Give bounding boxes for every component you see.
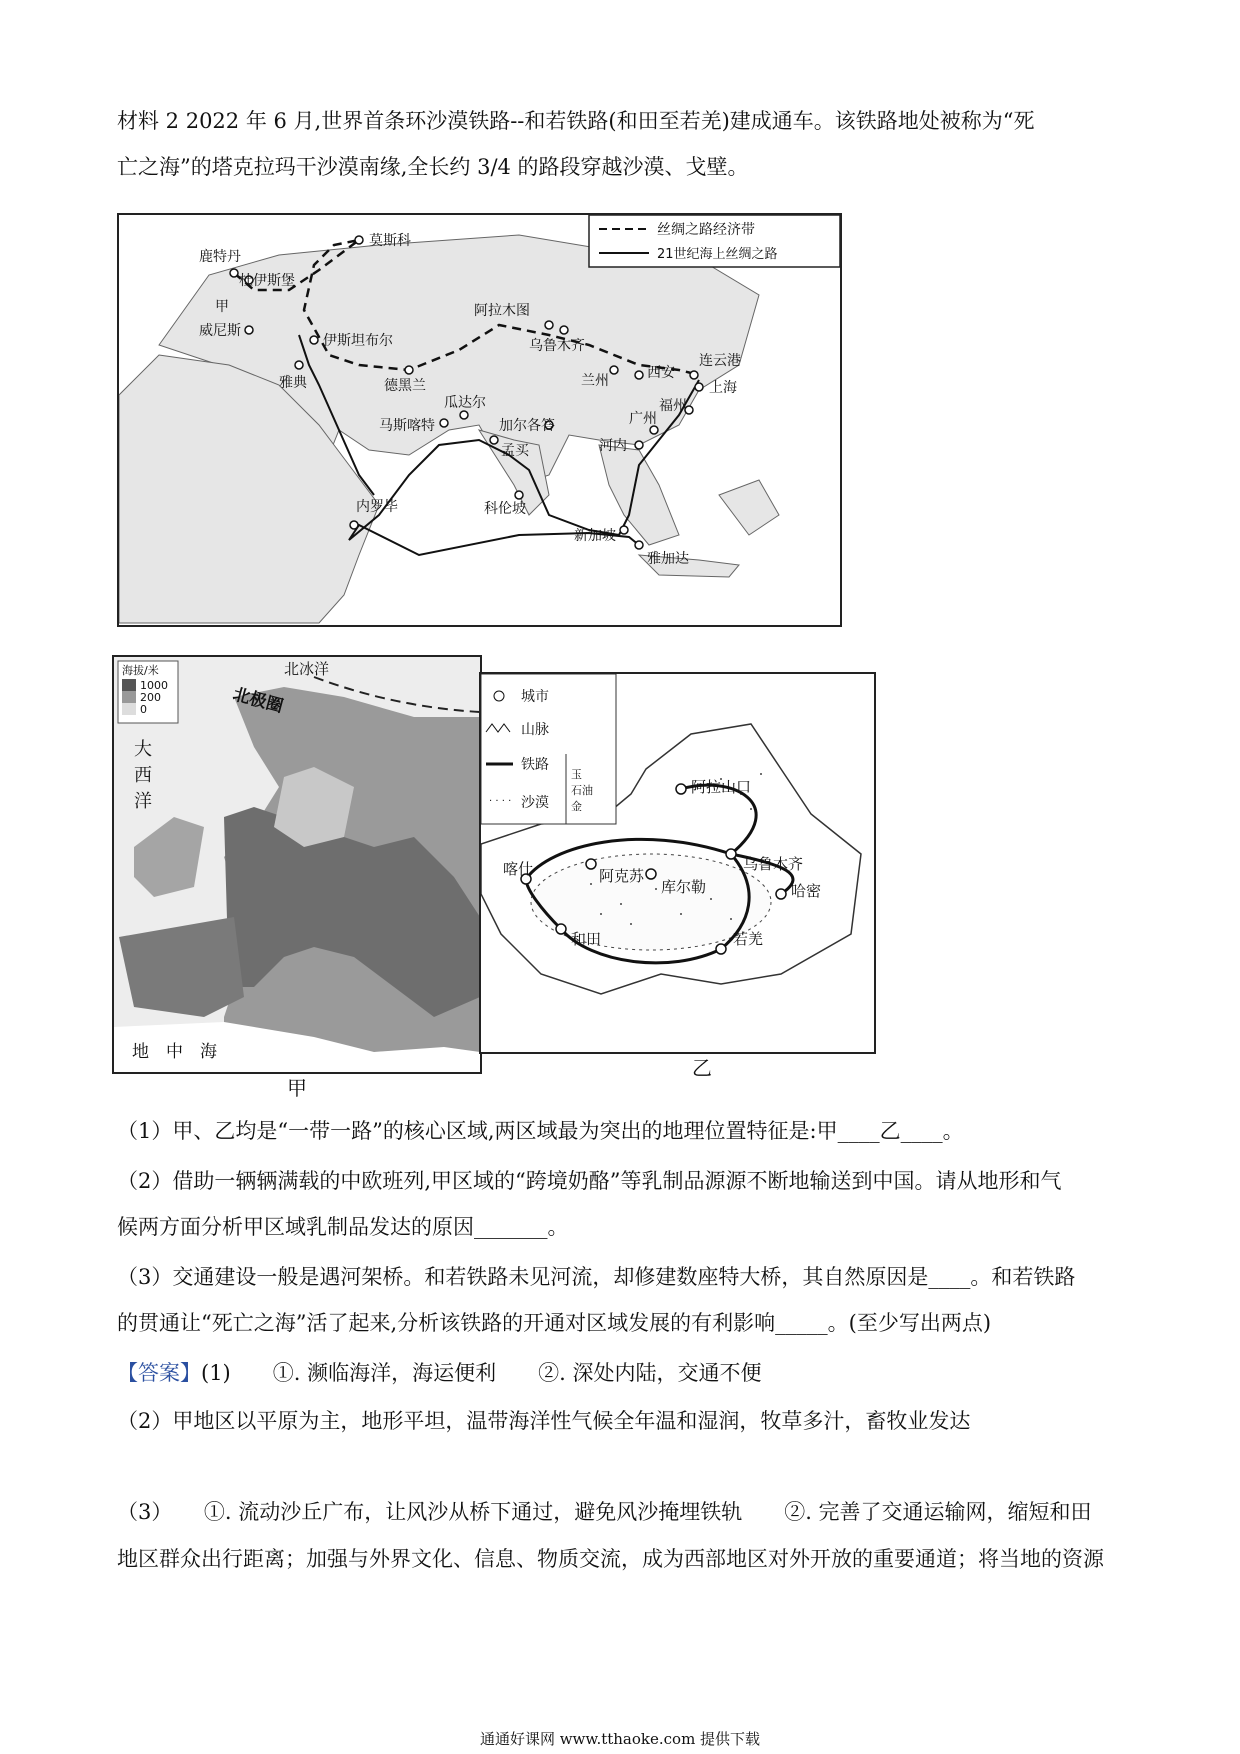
city-athens: 雅典 (279, 375, 307, 391)
city-shanghai: 上海 (709, 380, 737, 396)
city-almaty: 阿拉木图 (474, 303, 530, 319)
material-line-1: 材料 2 2022 年 6 月,世界首条环沙漠铁路--和若铁路(和田至若羌)建成通车。该铁路地处被称为“死 (117, 109, 1035, 133)
label-atlantic-1: 大 (134, 739, 152, 760)
svg-text:· · · ·: · · · · (489, 796, 512, 807)
label-atlantic-3: 洋 (134, 791, 152, 812)
question-2-line-2: 候两方面分析甲区域乳制品发达的原因_______。 (117, 1215, 569, 1239)
material-line-2: 亡之海”的塔克拉玛干沙漠南缘,全长约 3/4 的路段穿越沙漠、戈壁。 (117, 155, 749, 179)
legend-rail: 铁路 (521, 757, 549, 773)
europe-map-jia (112, 655, 482, 1074)
city-duisburg: 杜伊斯堡 (239, 273, 295, 289)
legend-1000: 1000 (140, 679, 168, 692)
legend-200: 200 (140, 691, 161, 704)
answer-3-line-1: （3） ①. 流动沙丘广布，让风沙从桥下通过，避免风沙掩埋铁轨 ②. 完善了交通运输网，缩短和田 (117, 1500, 1092, 1524)
city-hanoi: 河内 (599, 438, 627, 454)
label-atlantic-2: 西 (134, 765, 152, 786)
legend-desert: 沙漠 (521, 795, 549, 811)
legend-sea-route: 21世纪海上丝绸之路 (657, 247, 778, 262)
label-arctic-circle: 北极圈 (230, 684, 286, 718)
label-mediterranean: 地 中 海 (132, 1042, 217, 1062)
legend-elevation-title: 海拔/米 (122, 664, 159, 677)
city-fuzhou: 福州 (659, 398, 687, 414)
city-venice: 威尼斯 (199, 323, 241, 339)
legend-city: 城市 (521, 689, 549, 705)
answer-2: （2）甲地区以平原为主，地形平坦，温带海洋性气候全年温和湿润，牧草多汁，畜牧业发达 (117, 1409, 971, 1433)
city-kolkata: 加尔各答 (499, 418, 555, 434)
city-gwadar: 瓜达尔 (444, 395, 486, 411)
belt-road-map (117, 213, 842, 627)
question-3-line-1: （3）交通建设一般是遇河架桥。和若铁路未见河流，却修建数座特大桥，其自然原因是____。和若铁路 (117, 1265, 1076, 1289)
city-colombo: 科伦坡 (484, 501, 526, 517)
city-muscat: 马斯喀特 (379, 418, 435, 434)
city-aksu: 阿克苏 (599, 867, 645, 885)
city-xian: 西安 (647, 365, 675, 381)
city-hami: 哈密 (791, 882, 822, 900)
question-3-line-2: 的贯通让“死亡之海”活了起来,分析该铁路的开通对区域发展的有利影响_____。(至少写出两点) (117, 1311, 992, 1335)
answer-3-line-2: 地区群众出行距离；加强与外界文化、信息、物质交流，成为西部地区对外开放的重要通道；将当地的资源 (117, 1547, 1104, 1571)
city-jakarta: 雅加达 (647, 551, 689, 567)
city-urumqi-yi: 乌鲁木齐 (743, 855, 804, 873)
city-korla: 库尔勒 (661, 878, 707, 896)
city-mumbai: 孟买 (501, 443, 529, 459)
legend-0: 0 (140, 703, 147, 716)
city-lianyungang: 连云港 (699, 353, 741, 369)
answer-1 (117, 1360, 1127, 1386)
answer-1-text: (1) ①. 濒临海洋，海运便利 ②. 深处内陆，交通不便 (201, 1361, 762, 1385)
city-alashankou: 阿拉山口 (691, 778, 752, 796)
city-singapore: 新加坡 (574, 528, 616, 544)
city-rotterdam: 鹿特丹 (199, 249, 241, 265)
page-footer: 通通好课网 www.tthaoke.com 提供下载 (479, 1730, 761, 1748)
city-tehran: 德黑兰 (384, 378, 426, 394)
city-lanzhou: 兰州 (581, 373, 609, 389)
question-1: （1）甲、乙均是“一带一路”的核心区域,两区域最为突出的地理位置特征是:甲____乙____。 (117, 1119, 964, 1143)
city-kashgar: 喀什 (503, 860, 534, 878)
caption-yi: 乙 (692, 1056, 712, 1080)
city-urumqi: 乌鲁木齐 (529, 338, 585, 354)
legend-oil: 石油 (571, 784, 593, 797)
city-istanbul: 伊斯坦布尔 (323, 333, 393, 349)
label-arctic-ocean: 北冰洋 (284, 660, 330, 678)
xinjiang-map-yi (479, 672, 876, 1054)
question-2-line-1: （2）借助一辆辆满载的中欧班列,甲区域的“跨境奶酪”等乳制品源源不断地输送到中国。请从地形和气 (117, 1169, 1062, 1193)
legend-jade: 玉 (571, 768, 582, 781)
city-guangzhou: 广州 (629, 411, 657, 427)
city-moscow: 莫斯科 (369, 233, 411, 249)
legend-mountain: 山脉 (521, 722, 549, 738)
answer-tag: 【答案】 (117, 1361, 201, 1385)
legend-gold: 金 (571, 800, 582, 813)
city-nairobi: 内罗毕 (356, 499, 398, 515)
label-jia: 甲 (215, 299, 229, 315)
city-hotan: 和田 (571, 930, 602, 948)
city-ruoqiang: 若羌 (733, 930, 764, 948)
caption-jia: 甲 (287, 1076, 307, 1100)
legend-land-route: 丝绸之路经济带 (657, 222, 755, 238)
